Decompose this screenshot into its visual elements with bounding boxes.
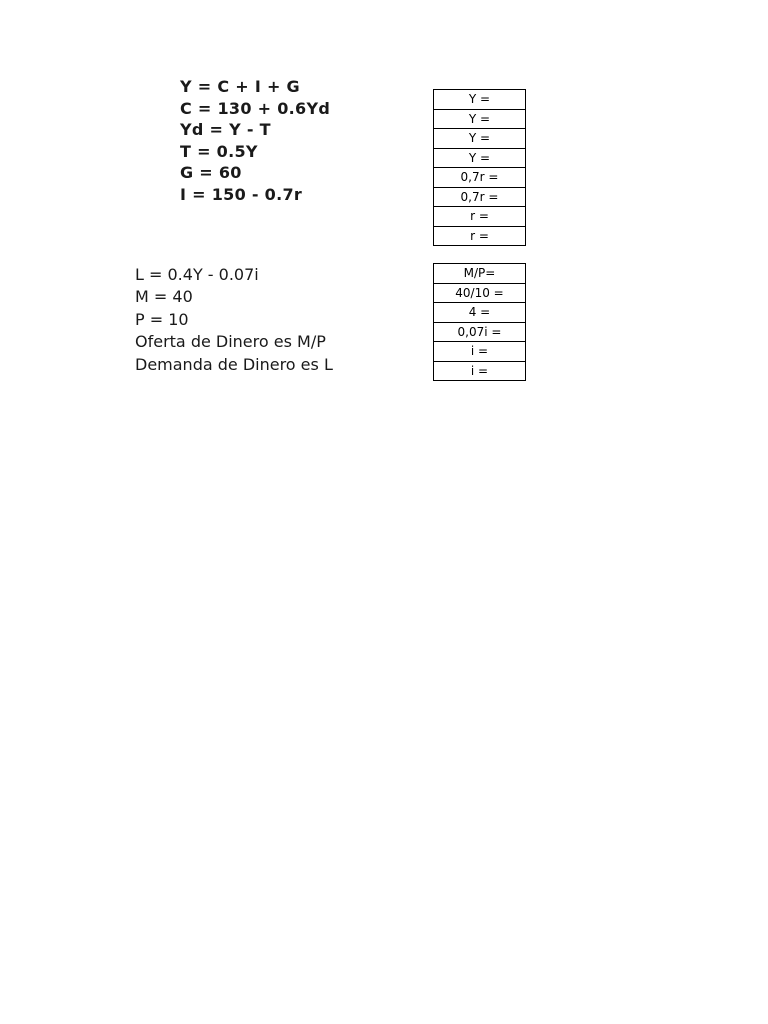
table-row [434, 322, 526, 342]
answer-cell[interactable]: Y = [434, 148, 526, 168]
equation-line: Y = C + I + G [180, 77, 300, 96]
table-row [434, 283, 526, 303]
answer-cell[interactable]: r = [434, 207, 526, 227]
table-row [434, 129, 526, 149]
answer-cell[interactable]: 0,7r = [434, 187, 526, 207]
table-row [434, 109, 526, 129]
equation-line: M = 40 [135, 287, 193, 307]
table-row [434, 207, 526, 227]
answer-cell[interactable]: 40/10 = [434, 283, 526, 303]
answer-cell[interactable]: Y = [434, 109, 526, 129]
table-row [434, 90, 526, 110]
table-row [434, 168, 526, 188]
table-row [434, 361, 526, 381]
money-market-answer-table [433, 263, 526, 381]
table-row [434, 226, 526, 246]
answer-cell[interactable]: M/P= [434, 264, 526, 284]
answer-cell[interactable]: Y = [434, 90, 526, 110]
table-row [434, 342, 526, 362]
answer-cell[interactable]: 4 = [434, 303, 526, 323]
equation-line: G = 60 [180, 163, 242, 183]
equation-line: Yd = Y - T [180, 120, 271, 140]
answer-cell[interactable]: r = [434, 226, 526, 246]
money-market-equations [135, 264, 333, 376]
table-row [434, 187, 526, 207]
table-row [434, 303, 526, 323]
answer-cell[interactable]: i = [434, 342, 526, 362]
equation-line: T = 0.5Y [180, 141, 258, 161]
equation-line: L = 0.4Y - 0.07i [135, 265, 259, 284]
equation-line: I = 150 - 0.7r [180, 184, 303, 204]
goods-market-equations [180, 76, 330, 206]
answer-cell[interactable]: 0,7r = [434, 168, 526, 188]
equation-line: C = 130 + 0.6Yd [180, 98, 331, 118]
answer-cell[interactable]: Y = [434, 129, 526, 149]
answer-cell[interactable]: i = [434, 361, 526, 381]
table-row [434, 148, 526, 168]
table-row [434, 264, 526, 284]
equation-line: Oferta de Dinero es M/P [135, 332, 326, 352]
equation-line: P = 10 [135, 309, 189, 329]
goods-market-answer-table [433, 89, 526, 246]
answer-cell[interactable]: 0,07i = [434, 322, 526, 342]
equation-line: Demanda de Dinero es L [135, 354, 333, 374]
